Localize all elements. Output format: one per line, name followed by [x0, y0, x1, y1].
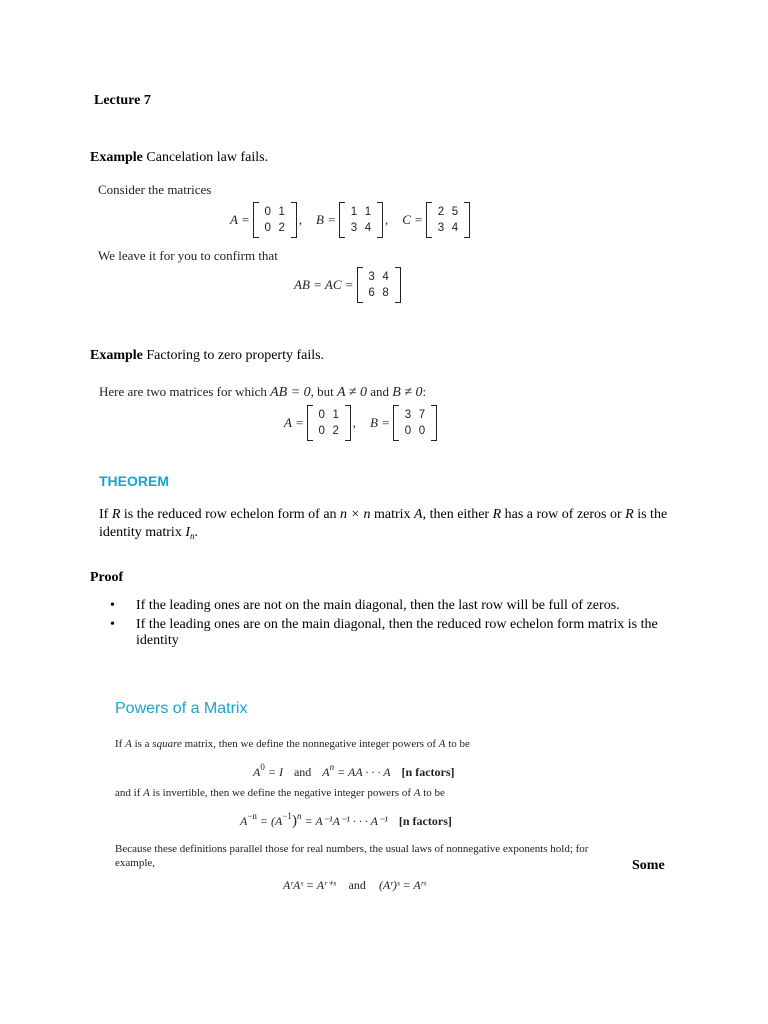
matrix-label-c: C = — [402, 212, 423, 227]
matrix-b: 1 1 3 4 — [339, 202, 383, 238]
some-text: Some — [632, 858, 665, 873]
powers-formula3: AʳAˢ = Aʳ⁺ˢ and (Aʳ)ˢ = Aʳˢ — [283, 878, 426, 892]
powers-formula1: $A^0 = I$ and $A^n$ = AA · · · A [n factors] — [253, 762, 455, 779]
example1-text: Cancelation law fails. — [146, 150, 269, 165]
product-label: AB = AC = — [294, 277, 354, 292]
example2-heading: Example — [90, 348, 143, 363]
example1-intro: Consider the matrices — [98, 182, 212, 197]
powers-para1: If A is a square matrix, then we define the nonnegative integer powers of A to be — [115, 738, 470, 750]
proof-heading: Proof — [90, 570, 124, 585]
example1-matrices-row: A = 0 1 0 2 , B = 1 1 3 4 , C = 2 5 3 4 — [216, 202, 470, 238]
theorem-line1: If R is the reduced row echelon form of an n × n matrix A, then either R has a row of zeros or R is the — [99, 507, 668, 522]
proof-list — [110, 598, 670, 649]
example2-line — [90, 348, 324, 364]
matrix-label-a: A = — [230, 212, 250, 227]
example2-text: Factoring to zero property fails. — [146, 348, 325, 363]
lecture-title: Lecture 7 — [94, 93, 151, 108]
matrix-c: 2 5 3 4 — [426, 202, 470, 238]
matrix2-label-a: A = — [284, 415, 304, 430]
matrix2-b: 3 7 0 0 — [393, 405, 437, 441]
matrix2-a: 0 1 0 2 — [307, 405, 351, 441]
example1-heading: Example — [90, 150, 143, 165]
example1-confirm: We leave it for you to confirm that — [98, 248, 278, 263]
powers-para3: Because these definitions parallel those for real numbers, the usual laws of nonnegative exponents hold; for — [115, 843, 589, 855]
list-item: • If the leading ones are on the main diagonal, then the reduced row echelon form matrix is the identity — [110, 617, 658, 648]
matrix2-label-b: B = — [370, 415, 390, 430]
matrix-a: 0 1 0 2 — [253, 202, 297, 238]
theorem-heading: THEOREM — [99, 473, 169, 489]
powers-heading: Powers of a Matrix — [115, 700, 248, 717]
example1-line — [90, 150, 268, 166]
powers-para2: and if A is invertible, then we define the negative integer powers of A to be — [115, 787, 445, 799]
powers-formula2: $A^{-n} = (A^{-1})^n = A^{-1}A^{-1}$ · · · A⁻¹ [n factors] — [240, 811, 452, 829]
product-matrix: 3 4 6 8 — [357, 267, 401, 303]
theorem-line2: identity matrix $I_n$. — [99, 525, 198, 541]
powers-para4: example, — [115, 857, 156, 869]
matrix-label-b: B = — [316, 212, 336, 227]
example2-intro: Here are two matrices for which AB = 0, but A ≠ 0 and B ≠ 0: — [99, 384, 427, 400]
example1-product-row — [280, 267, 401, 303]
example2-matrices-row: A = 0 1 0 2 , B = 3 7 0 0 — [270, 405, 437, 441]
list-item: • If the leading ones are not on the main diagonal, then the last row will be full of zeros. — [110, 598, 620, 613]
